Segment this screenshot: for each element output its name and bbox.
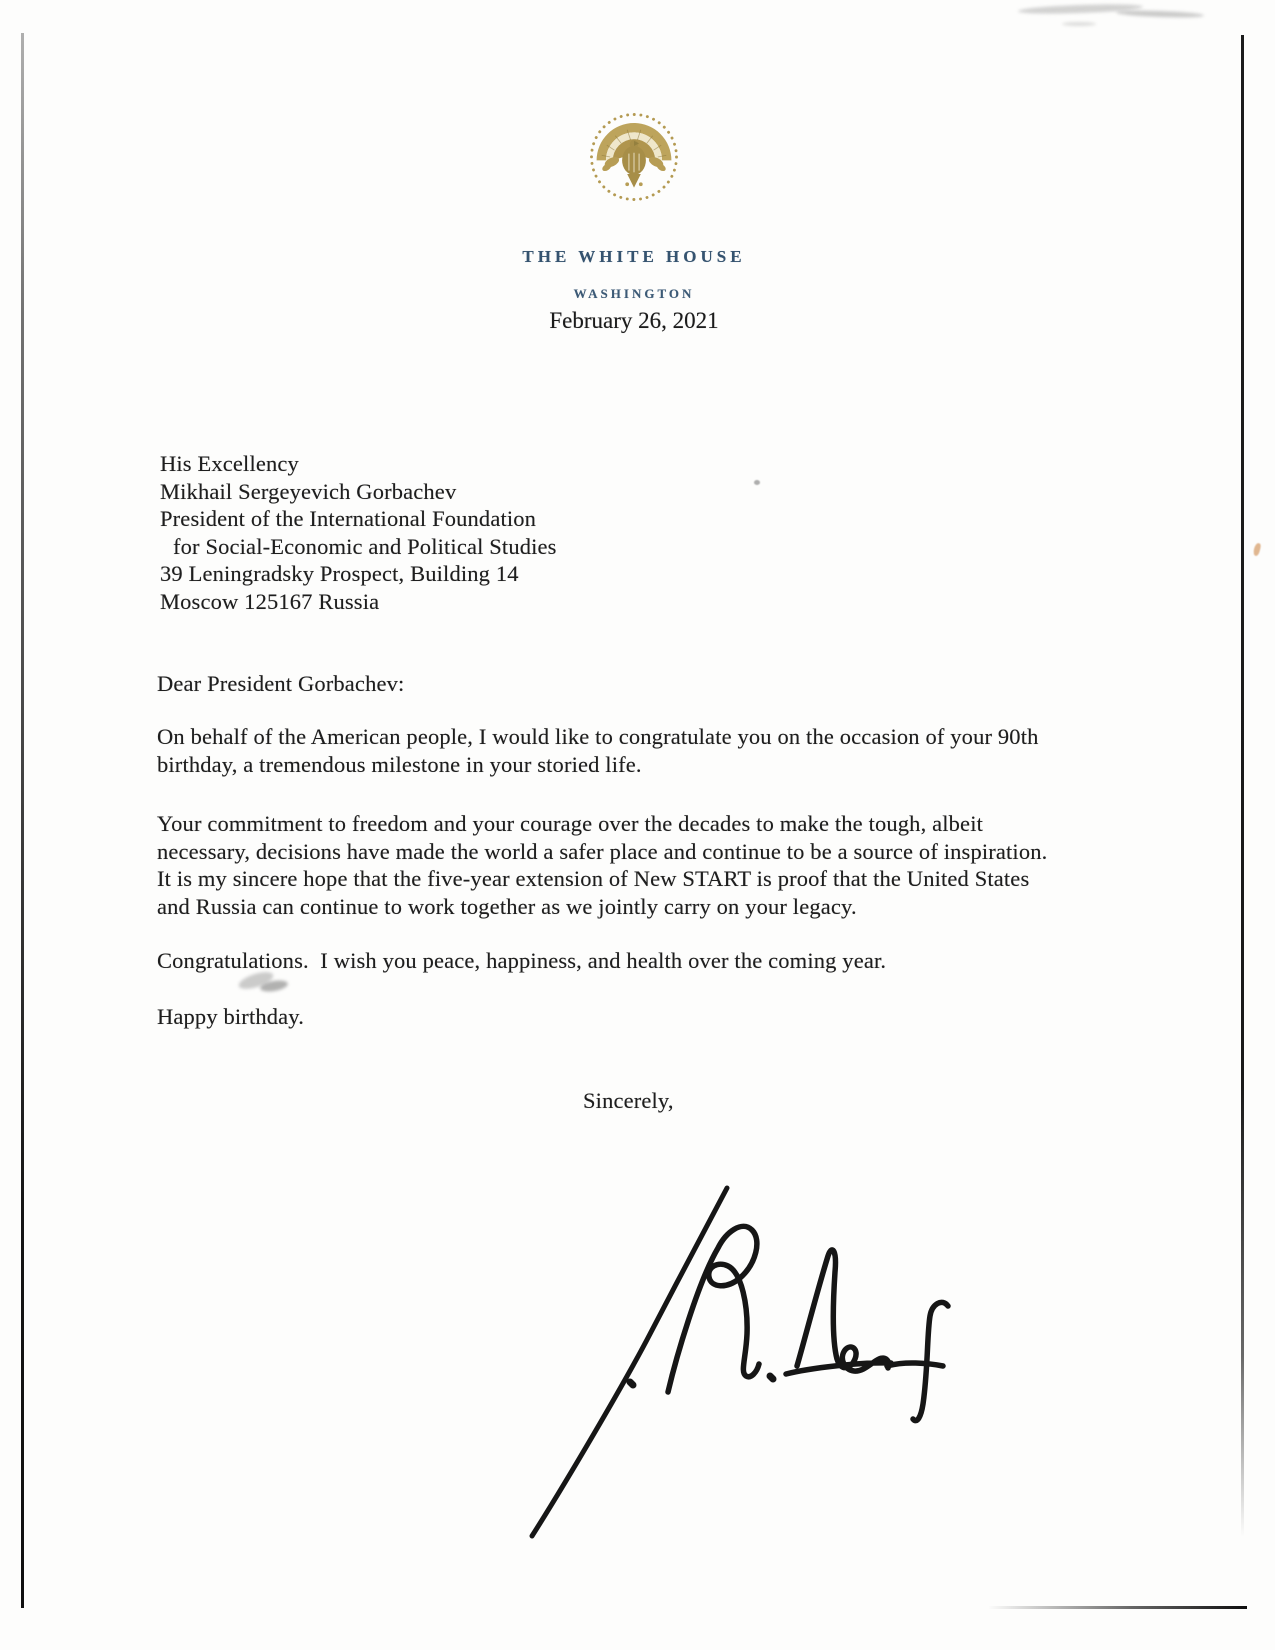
signature-j-dot	[630, 1382, 633, 1385]
scan-artifact-left-line	[21, 33, 24, 1608]
letterhead-org: THE WHITE HOUSE	[522, 247, 746, 266]
body-paragraph-2	[157, 810, 1047, 920]
paragraph-line: necessary, decisions have made the world a safer place and continue to be a source of inspiration.	[157, 838, 1048, 864]
signature-r-dot	[770, 1376, 773, 1379]
paragraph-line: and Russia can continue to work together as we jointly carry on your legacy.	[157, 893, 857, 919]
paragraph-line: Happy birthday.	[157, 1004, 305, 1029]
scan-artifact-bottom-line	[988, 1606, 1247, 1609]
paragraph-line: Your commitment to freedom and your courage over the decades to make the tough, albeit	[157, 811, 983, 836]
address-line: Mikhail Sergeyevich Gorbachev	[160, 478, 457, 504]
letterhead-place: WASHINGTON	[573, 286, 695, 301]
scan-mark-right-edge	[1253, 542, 1262, 556]
scan-speck	[754, 480, 760, 485]
address-line: Moscow 125167 Russia	[160, 588, 380, 614]
signature-b-scribble	[786, 1250, 891, 1374]
salutation: Dear President Gorbachev:	[157, 671, 405, 696]
signature-r-stroke	[668, 1226, 759, 1392]
address-line: for Social-Economic and Political Studies	[173, 533, 557, 559]
address-line: President of the International Foundation	[160, 506, 537, 532]
body-paragraph-3	[157, 947, 886, 975]
address-line: 39 Leningradsky Prospect, Building 14	[160, 561, 519, 587]
signature-final-stroke	[887, 1302, 948, 1420]
presidential-seal-icon	[583, 106, 685, 208]
signature	[480, 1112, 980, 1582]
closing: Sincerely,	[583, 1088, 674, 1113]
letterhead-date: February 26, 2021	[549, 308, 719, 333]
scan-smudge-top-right	[1062, 22, 1096, 26]
seal-rosette	[639, 182, 643, 186]
scan-artifact-right-line	[1241, 35, 1244, 1537]
paragraph-line: On behalf of the American people, I would like to congratulate you on the occasion of your 90th	[157, 724, 1039, 749]
scan-smudge-top-right	[1116, 9, 1204, 18]
signature-j-stroke	[532, 1188, 727, 1536]
seal-tail	[627, 174, 641, 188]
paragraph-line: birthday, a tremendous milestone in your storied life.	[157, 751, 642, 777]
seal-rosette	[625, 182, 629, 186]
recipient-address	[160, 450, 557, 616]
body-paragraph-4	[157, 1003, 304, 1031]
paragraph-line: Congratulations. I wish you peace, happiness, and health over the coming year.	[157, 948, 887, 973]
address-line: His Excellency	[160, 451, 299, 476]
body-paragraph-1	[157, 723, 1039, 778]
paragraph-line: It is my sincere hope that the five-year extension of New START is proof that the United States	[157, 866, 1030, 892]
